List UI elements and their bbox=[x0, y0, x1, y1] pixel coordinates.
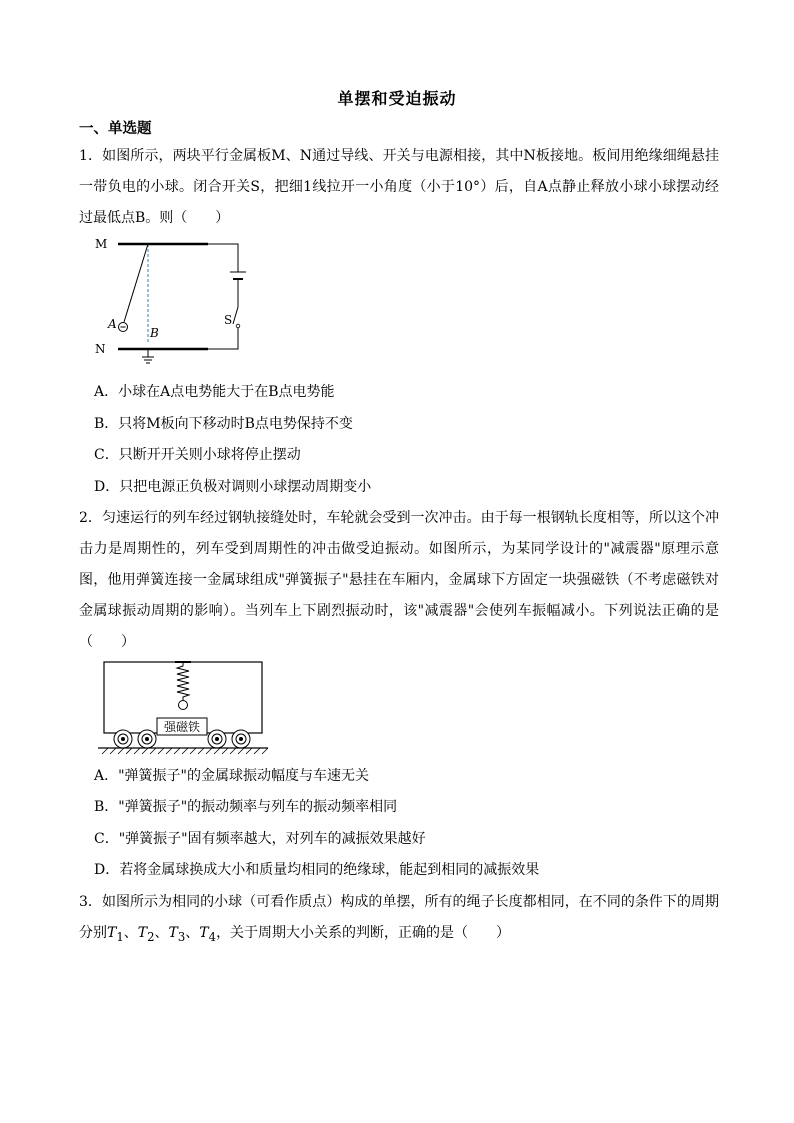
period-t1-subscript: 1 bbox=[116, 929, 124, 944]
q2-option-c[interactable]: C．"弹簧振子"固有频率越大，对列车的减振效果越好 bbox=[94, 831, 426, 847]
question-1-figure bbox=[90, 232, 260, 376]
pendulum-string bbox=[124, 244, 148, 322]
period-t4-subscript: 4 bbox=[208, 929, 217, 944]
separator: 、 bbox=[123, 925, 138, 941]
wheel-icon bbox=[208, 730, 226, 748]
question-2-figure bbox=[96, 660, 276, 764]
q2-option-a[interactable]: A．"弹簧振子"的金属球振动幅度与车速无关 bbox=[94, 768, 369, 784]
q3-stem-suffix: ，关于周期大小关系的判断，正确的是（ ） bbox=[216, 925, 511, 941]
ground-hatching bbox=[102, 748, 268, 754]
question-3-stem bbox=[79, 887, 719, 953]
section-heading: 一、单选题 bbox=[79, 120, 152, 137]
switch-lever bbox=[233, 307, 238, 324]
q2-option-b[interactable]: B．"弹簧振子"的振动频率与列车的振动频率相同 bbox=[94, 799, 398, 815]
period-t1-symbol: T bbox=[107, 925, 117, 941]
label-s: S bbox=[224, 313, 233, 327]
wheel-icon bbox=[138, 730, 156, 748]
separator: 、 bbox=[185, 925, 200, 941]
capacitor-pendulum-diagram bbox=[90, 232, 260, 372]
label-m: M bbox=[95, 237, 108, 251]
q1-option-a[interactable]: A．小球在A点电势能大于在B点电势能 bbox=[94, 384, 335, 400]
q1-option-d[interactable]: D．只把电源正负极对调则小球摆动周期变小 bbox=[94, 479, 372, 495]
q3-stem-prefix: 3．如图所示为相同的小球（可看作质点）构成的单摆，所有的绳子长度都相同，在不同的条件下的周期分别 bbox=[79, 894, 719, 941]
q1-option-c[interactable]: C．只断开开关则小球将停止摆动 bbox=[94, 447, 301, 463]
magnet-label: 强磁铁 bbox=[163, 720, 201, 734]
label-a: A bbox=[108, 317, 117, 331]
q1-option-b[interactable]: B．只将M板向下移动时B点电势保持不变 bbox=[94, 416, 353, 432]
page-title: 单摆和受迫振动 bbox=[337, 89, 457, 108]
period-t3-symbol: T bbox=[168, 925, 178, 941]
separator: 、 bbox=[154, 925, 169, 941]
train-damper-diagram bbox=[96, 660, 276, 760]
period-t2-subscript: 2 bbox=[147, 929, 155, 944]
period-t4-symbol: T bbox=[199, 925, 209, 941]
period-t2-symbol: T bbox=[137, 925, 148, 941]
label-n: N bbox=[95, 342, 106, 356]
metal-ball bbox=[179, 701, 188, 710]
q2-option-d[interactable]: D．若将金属球换成大小和质量均相同的绝缘球，能起到相同的减振效果 bbox=[94, 862, 540, 878]
label-b: B bbox=[150, 326, 159, 340]
wheel-icon bbox=[232, 730, 250, 748]
question-1-stem: 1．如图所示，两块平行金属板M、N通过导线、开关与电源相接，其中N板接地。板间用绝缘细绳悬挂一带负电的小球。闭合开关S，把细1线拉开一小角度（小于10°）后，自A点静止释放小球小球摆动经过最低点B。则（ ） bbox=[79, 148, 719, 226]
period-t3-subscript: 3 bbox=[177, 929, 186, 944]
wheel-icon bbox=[114, 730, 132, 748]
question-2-stem: 2．匀速运行的列车经过钢轨接缝处时，车轮就会受到一次冲击。由于每一根钢轨长度相等，所以这个冲击力是周期性的，列车受到周期性的冲击做受迫振动。如图所示，为某同学设计的"减震器"原理示意图，他用弹簧连接一金属球组成"弹簧振子"悬挂在车厢内，金属球下方固定一块强磁铁（不考虑磁铁对金属球振动周期的影响）。当列车上下剧烈振动时，该"减震器"会使列车振幅减小。下列说法正确的是（ ） bbox=[79, 510, 719, 650]
switch-contact bbox=[236, 324, 240, 328]
